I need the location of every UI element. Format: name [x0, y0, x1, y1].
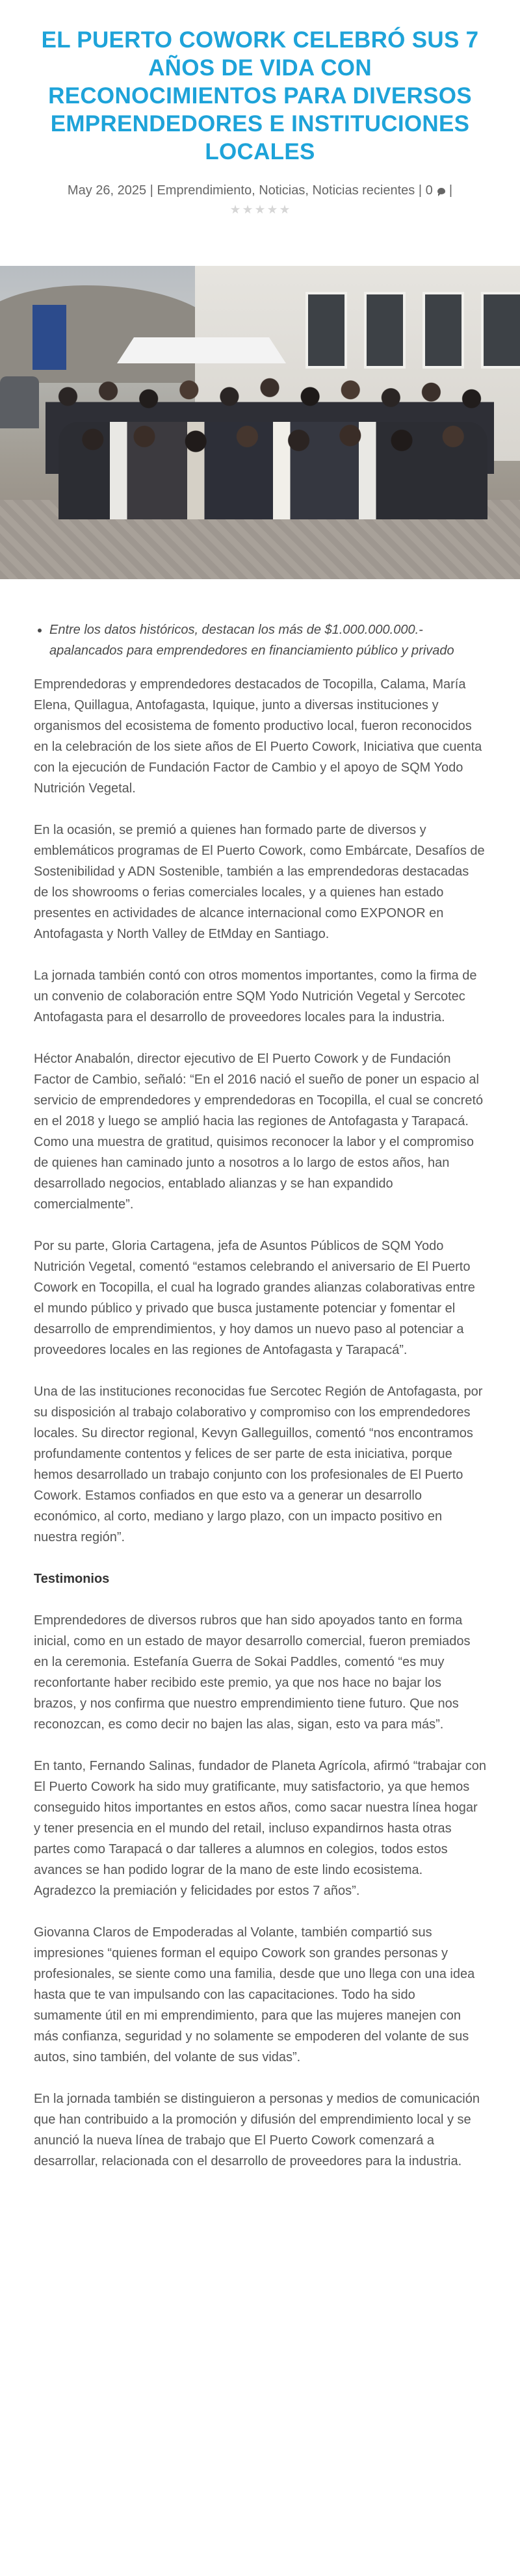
highlights-list	[34, 619, 486, 661]
post-header	[0, 0, 520, 220]
star-icon[interactable]	[268, 205, 278, 215]
comments-link[interactable]	[426, 183, 446, 198]
featured-image	[0, 266, 520, 579]
article-paragraph: Una de las instituciones reconocidas fue Sercotec Región de Antofagasta, por su disposición al trabajo colaborativo y compromiso con los emprendedores locales. Su director regional, Kevyn Galleguillos, comentó “nos encontramos profundamente contentos y felices de ser parte de esta iniciativa, porque hemos desarrollado un trabajo conjunto con los profesionales de El Puerto Cowork. Estamos confiados en que esto va a generar un desarrollo económico, al corto, mediano y largo plazo, con un impacto positivo en nuestra región”.	[34, 1385, 483, 1544]
photo-tent	[117, 337, 286, 363]
photo-window	[306, 292, 347, 369]
photo-window	[422, 292, 464, 369]
category-link-emprendimiento[interactable]: Emprendimiento	[157, 183, 252, 198]
meta-separator: |	[150, 183, 153, 198]
article-paragraph: Emprendedores de diversos rubros que han sido apoyados tanto en forma inicial, como en un estado de mayor desarrollo comercial, fueron premiados en la ceremonia. Estefanía Guerra de Sokai Paddles, comentó “es muy reconfortante haber recibido este premio, ya que nos hace no bajar los brazos, y nos confirma que nuestro emprendimiento tiene futuro. Que nos reconozcan, es como decir no bajen las alas, sigan, esto va para más”.	[34, 1613, 471, 1732]
article-paragraph: Giovanna Claros de Empoderadas al Volante, también compartió sus impresiones “quienes forman el equipo Cowork son grandes personas y profesionales, se siente como una familia, desde que uno llega con una idea hasta que te van impulsando con las capacitaciones. Todo ha sido sumamente útil en mi emprendimiento, para que las mujeres manejen con más confianza, seguridad y no solamente se empoderen del volante de sus autos, sino también, del volante de sus vidas”.	[34, 1925, 475, 2064]
post-meta: May 26, 2025 | Emprendimiento, Noticias, Noticias recientes | 0 |	[67, 183, 453, 198]
article-paragraph: Por su parte, Gloria Cartagena, jefa de Asuntos Públicos de SQM Yodo Nutrición Vegetal, comentó “estamos celebrando el aniversario de El Puerto Cowork en Tocopilla, el cual ha logrado grandes alianzas colaborativas entre el mundo público y privado que busca justamente potenciar y fomentar el desarrollo de emprendimientos, y hoy damos un nuevo paso al potenciar a proveedores locales en las regiones de Antofagasta y Tarapacá”.	[34, 1239, 475, 1357]
meta-separator: |	[418, 183, 422, 198]
photo-sign	[32, 305, 66, 370]
article-paragraph: En la ocasión, se premió a quienes han formado parte de diversos y emblemáticos programas de El Puerto Cowork, como Embárcate, Desafíos de Sostenibilidad y ADN Sostenible, también a las emprendedoras destacadas de los showrooms o ferias comerciales locales, y a quienes han estado presentes en actividades de alcance internacional como EXPONOR en Antofagasta y North Valley de EtMday en Santiago.	[34, 823, 485, 941]
article-paragraph: La jornada también contó con otros momentos importantes, como la firma de un convenio de colaboración entre SQM Yodo Nutrición Vegetal y Sercotec Antofagasta para el desarrollo de proveedores locales para la industria.	[34, 969, 477, 1024]
article-paragraph: Emprendedoras y emprendedores destacados de Tocopilla, Calama, María Elena, Quillagua, Antofagasta, Iquique, junto a diversas instituciones y organismos del ecosistema de fomento productivo local, fueron reconocidos en la celebración de los siete años de El Puerto Cowork, Iniciativa que cuenta con la ejecución de Fundación Factor de Cambio y el apoyo de SQM Yodo Nutrición Vegetal.	[34, 677, 482, 796]
category-link-noticias[interactable]: Noticias	[259, 183, 306, 198]
article-paragraph: En tanto, Fernando Salinas, fundador de Planeta Agrícola, afirmó “trabajar con El Puerto Cowork ha sido muy gratificante, muy satisfactorio, ya que hemos conseguido hitos importantes en estos años, como sacar nuestra línea hogar y tener presencia en el mundo del retail, incluso expandirnos hasta otras partes como Tarapacá o dar talleres a alumnos en colegios, todos estos avances se han podido lograr de la mano de este lindo ecosistema. Agradezco la premiación y felicidades por estos 7 años”.	[34, 1759, 486, 1898]
article-paragraph: Héctor Anabalón, director ejecutivo de El Puerto Cowork y de Fundación Factor de Cambio, señaló: “En el 2016 nació el sueño de poner un espacio al servicio de emprendedores y emprendedoras en Tocopilla, el cual se concretó en el 2018 y luego se amplió hacia las regiones de Antofagasta y Tarapacá. Como una muestra de gratitud, quisimos reconocer la labor y el compromiso de quienes han caminado junto a nosotros a lo largo de estos años, han desarrollado negocios, entablado alianzas y se han expandido comercialmente”.	[34, 1052, 484, 1212]
section-heading-testimonios: Testimonios	[34, 1572, 110, 1586]
post-title: EL PUERTO COWORK CELEBRÓ SUS 7 AÑOS DE VIDA CON RECONOCIMIENTOS PARA DIVERSOS EMPRENDEDORES E INSTITUCIONES LOCALES	[41, 27, 479, 164]
highlight-item: • Entre los datos históricos, destacan los más de $1.000.000.000.- apalancados para emprendedores en financiamiento público y privado	[49, 619, 486, 661]
photo-window	[481, 292, 520, 369]
meta-separator: |	[448, 183, 453, 198]
star-icon[interactable]	[243, 205, 253, 215]
comment-bubble-icon	[437, 188, 445, 194]
star-icon[interactable]	[231, 205, 240, 215]
star-icon[interactable]	[280, 205, 290, 215]
category-link-noticias-recientes[interactable]: Noticias recientes	[312, 183, 415, 198]
photo-window	[364, 292, 406, 369]
article-paragraph: En la jornada también se distinguieron a personas y medios de comunicación que han contribuido a la promoción y difusión del emprendimiento local y se anunció la nueva línea de trabajo que El Puerto Cowork comenzará a desarrollar, relacionada con el desarrollo de proveedores para la industria.	[34, 2092, 480, 2168]
article-body	[0, 579, 520, 2218]
star-icon[interactable]	[255, 205, 265, 215]
photo-car	[0, 376, 39, 428]
star-rating[interactable]	[31, 205, 489, 220]
post-date: May 26, 2025	[67, 183, 147, 198]
comment-count: 0	[425, 183, 433, 198]
photo-group-front-row	[58, 422, 488, 519]
